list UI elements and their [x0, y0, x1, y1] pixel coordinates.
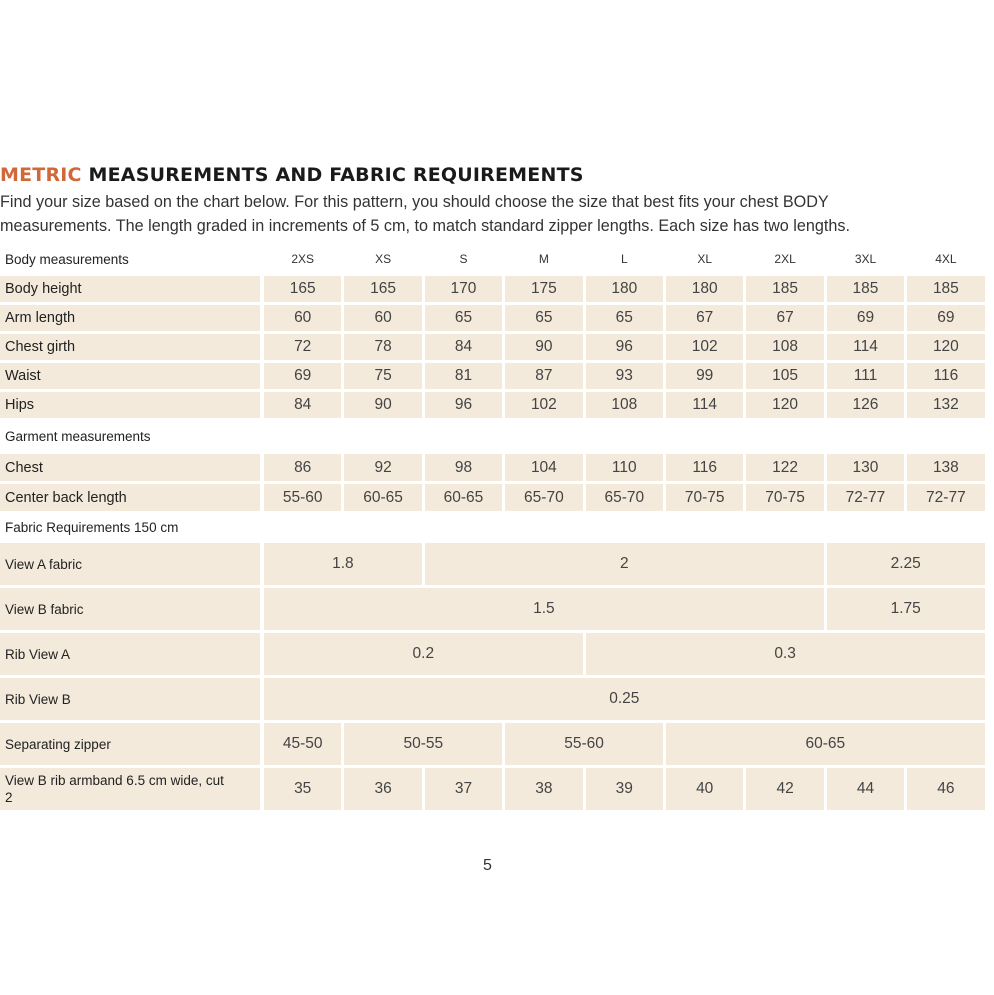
fabric-row-cell: 44	[827, 768, 904, 810]
size-header-2xl: 2XL	[774, 252, 796, 266]
garment-row-cell: 72-77	[827, 484, 904, 511]
size-header-m: M	[538, 252, 549, 266]
body-row-cell: 114	[827, 334, 904, 360]
fabric-row-cell: 38	[505, 768, 582, 810]
body-row-cell: 165	[264, 276, 341, 302]
fabric-row-cell: 0.2	[264, 633, 583, 675]
garment-row-cell: 92	[344, 454, 421, 481]
page-number: 5	[483, 857, 492, 874]
fabric-row-label: Separating zipper	[0, 723, 260, 765]
fabric-row-cell: 2	[425, 543, 824, 585]
intro-line-2: measurements. The length graded in increments of 5 cm, to match standard zipper lengths. Each size has two lengths.	[0, 217, 850, 235]
title-accent: METRIC	[0, 164, 82, 186]
body-row-cell: 69	[264, 363, 341, 389]
garment-measurements-header: Garment measurements	[5, 428, 151, 444]
garment-row-cell: 98	[425, 454, 502, 481]
body-row-cell: 180	[586, 276, 663, 302]
body-row-cell: 116	[907, 363, 984, 389]
size-header-s: S	[459, 252, 468, 266]
body-row-cell: 165	[344, 276, 421, 302]
fabric-row-cell: 45-50	[264, 723, 341, 765]
body-row-cell: 93	[586, 363, 663, 389]
body-row-cell: 81	[425, 363, 502, 389]
garment-row-label: Center back length	[0, 484, 260, 511]
body-row-cell: 67	[746, 305, 823, 331]
body-row-cell: 96	[425, 392, 502, 418]
body-row-cell: 132	[907, 392, 984, 418]
fabric-row-cell: 46	[907, 768, 984, 810]
body-row-cell: 175	[505, 276, 582, 302]
body-row-cell: 90	[505, 334, 582, 360]
body-row-cell: 126	[827, 392, 904, 418]
body-row-cell: 96	[586, 334, 663, 360]
body-row-cell: 84	[264, 392, 341, 418]
fabric-row-cell: 1.75	[827, 588, 985, 630]
body-row-cell: 67	[666, 305, 743, 331]
body-row-label: Hips	[0, 392, 260, 418]
fabric-row-cell: 1.8	[264, 543, 422, 585]
body-row-cell: 65	[586, 305, 663, 331]
body-row-cell: 185	[907, 276, 984, 302]
garment-row-cell: 110	[586, 454, 663, 481]
garment-row-cell: 72-77	[907, 484, 984, 511]
fabric-row-cell: 0.3	[586, 633, 985, 675]
size-header-xs: XS	[375, 252, 392, 266]
body-row-cell: 120	[746, 392, 823, 418]
fabric-requirements-header: Fabric Requirements 150 cm	[5, 519, 179, 535]
body-row-label: Chest girth	[0, 334, 260, 360]
body-row-cell: 78	[344, 334, 421, 360]
garment-row-cell: 138	[907, 454, 984, 481]
body-row-cell: 69	[827, 305, 904, 331]
garment-row-cell: 130	[827, 454, 904, 481]
body-row-cell: 185	[827, 276, 904, 302]
body-row-cell: 102	[505, 392, 582, 418]
garment-row-cell: 55-60	[264, 484, 341, 511]
body-row-cell: 108	[586, 392, 663, 418]
body-row-label: Body height	[0, 276, 260, 302]
body-row-label: Arm length	[0, 305, 260, 331]
fabric-row-cell: 50-55	[344, 723, 502, 765]
fabric-row-cell: 36	[344, 768, 421, 810]
fabric-row-label: Rib View B	[0, 678, 260, 720]
body-row-cell: 105	[746, 363, 823, 389]
body-row-cell: 114	[666, 392, 743, 418]
garment-row-cell: 86	[264, 454, 341, 481]
body-row-cell: 102	[666, 334, 743, 360]
garment-row-cell: 65-70	[586, 484, 663, 511]
size-header-xl: XL	[697, 252, 713, 266]
body-row-cell: 185	[746, 276, 823, 302]
body-row-cell: 60	[264, 305, 341, 331]
garment-row-cell: 70-75	[746, 484, 823, 511]
body-row-cell: 72	[264, 334, 341, 360]
fabric-row-cell: 1.5	[264, 588, 824, 630]
body-row-cell: 111	[827, 363, 904, 389]
title-rest: MEASUREMENTS AND FABRIC REQUIREMENTS	[81, 164, 584, 186]
body-row-cell: 65	[505, 305, 582, 331]
fabric-row-cell: 39	[586, 768, 663, 810]
body-row-cell: 120	[907, 334, 984, 360]
garment-row-label: Chest	[0, 454, 260, 481]
body-row-cell: 170	[425, 276, 502, 302]
garment-row-cell: 65-70	[505, 484, 582, 511]
body-row-cell: 65	[425, 305, 502, 331]
size-header-2xs: 2XS	[291, 252, 315, 266]
fabric-row-cell: 0.25	[264, 678, 985, 720]
fabric-row-label: View B fabric	[0, 588, 260, 630]
fabric-row-cell: 35	[264, 768, 341, 810]
size-header-l: L	[620, 252, 628, 266]
fabric-row-cell: 42	[746, 768, 823, 810]
fabric-row-cell: 37	[425, 768, 502, 810]
fabric-row-cell: 2.25	[827, 543, 985, 585]
fabric-row-cell: 40	[666, 768, 743, 810]
fabric-row-cell: 55-60	[505, 723, 663, 765]
body-row-cell: 75	[344, 363, 421, 389]
size-header-4xl: 4XL	[935, 252, 957, 266]
body-row-label: Waist	[0, 363, 260, 389]
garment-row-cell: 60-65	[425, 484, 502, 511]
fabric-row-label: Rib View A	[0, 633, 260, 675]
body-row-cell: 84	[425, 334, 502, 360]
garment-row-cell: 60-65	[344, 484, 421, 511]
garment-row-cell: 70-75	[666, 484, 743, 511]
body-row-cell: 87	[505, 363, 582, 389]
body-row-cell: 99	[666, 363, 743, 389]
body-measurements-header: Body measurements	[5, 251, 129, 267]
body-row-cell: 69	[907, 305, 984, 331]
garment-row-cell: 104	[505, 454, 582, 481]
intro-line-1: Find your size based on the chart below. For this pattern, you should choose the size that best fits your chest BODY	[0, 193, 829, 211]
body-row-cell: 108	[746, 334, 823, 360]
garment-row-cell: 122	[746, 454, 823, 481]
size-header-3xl: 3XL	[854, 252, 877, 266]
body-row-cell: 60	[344, 305, 421, 331]
body-row-cell: 180	[666, 276, 743, 302]
garment-row-cell: 116	[666, 454, 743, 481]
fabric-row-cell: 60-65	[666, 723, 985, 765]
body-row-cell: 90	[344, 392, 421, 418]
fabric-row-label: View B rib armband 6.5 cm wide, cut 2	[0, 768, 260, 810]
fabric-row-label: View A fabric	[0, 543, 260, 585]
